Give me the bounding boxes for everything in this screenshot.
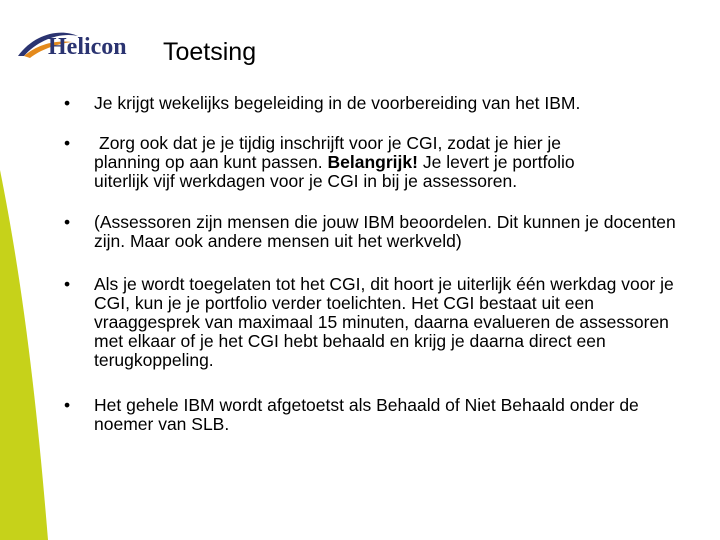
important-label: Belangrijk! [327,152,418,172]
bullet-line: • Zorg ook dat je je tijdig inschrijft voor je CGI, zodat je hier je [99,133,562,153]
bullet-item [64,134,694,191]
bullet-text: (Assessoren zijn mensen die jouw IBM beoordelen. Dit kunnen je docenten zijn. Maar ook andere mensen uit het werkveld) [94,212,676,251]
bullet-text: Je levert je portfolio [422,152,575,172]
bullet-item [64,396,694,434]
bullet-text: Het gehele IBM wordt afgetoetst als Behaald of Niet Behaald onder de noemer van SLB. [94,395,639,434]
slide-title: Toetsing [163,38,257,66]
bullet-item [64,94,694,113]
bullet-line: uiterlijk vijf werkdagen voor je CGI in bij je assessoren. [94,171,518,191]
bullet-text: planning op aan kunt passen. [94,152,323,172]
bullet-list [64,94,694,455]
helicon-logo [16,22,146,66]
bullet-item [64,213,694,251]
bullet-line [94,153,694,172]
logo-text: Helicon [48,34,127,60]
bullet-item [64,275,694,370]
bullet-text: Je krijgt wekelijks begeleiding in de voorbereiding van het IBM. [94,93,581,113]
bullet-text: Als je wordt toegelaten tot het CGI, dit hoort je uiterlijk één werkdag voor je CGI, kun je je portfolio verder toelichten. Het CGI bestaat uit een vraaggesprek van maximaal 15 minuten, daarna evalueren de assessoren met elkaar of je het CGI hebt behaald en krijg je daarna direct een terugkoppeling. [94,274,674,370]
